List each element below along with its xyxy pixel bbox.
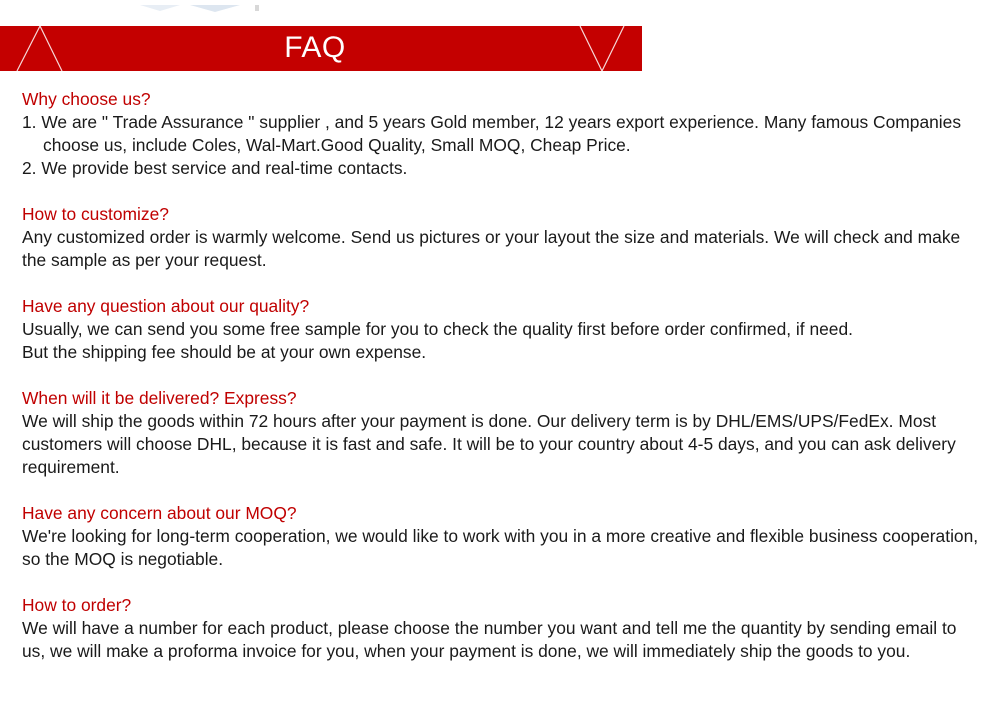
faq-content bbox=[22, 88, 982, 686]
banner-title bbox=[0, 30, 642, 66]
faq-question: How to customize? bbox=[22, 204, 169, 224]
faq-question: Why choose us? bbox=[22, 89, 151, 109]
faq-answer-line: 2. We provide best service and real-time contacts. bbox=[22, 158, 408, 178]
faq-section-customize bbox=[22, 203, 982, 272]
faq-section-quality bbox=[22, 295, 982, 364]
faq-answer-line: Usually, we can send you some free sample for you to check the quality first before order confirmed, if need. bbox=[22, 319, 853, 339]
faq-banner bbox=[0, 26, 642, 71]
faq-answer-line: We will have a number for each product, please choose the number you want and tell me the quantity by sending email to us, we will make a proforma invoice for you, when your payment is done, we will immediately ship the goods to you. bbox=[22, 618, 957, 661]
faq-answer-line: We're looking for long-term cooperation, we would like to work with you in a more creative and flexible business cooperation, so the MOQ is negotiable. bbox=[22, 526, 979, 569]
faq-answer-line: But the shipping fee should be at your own expense. bbox=[22, 342, 427, 362]
faq-question: Have any question about our quality? bbox=[22, 296, 310, 316]
faq-section-delivery bbox=[22, 387, 982, 479]
top-image-fragment bbox=[120, 0, 270, 8]
faq-question: How to order? bbox=[22, 595, 132, 615]
faq-section-why-choose-us bbox=[22, 88, 982, 180]
faq-answer-line: Any customized order is warmly welcome. Send us pictures or your layout the size and materials. We will check and make the sample as per your request. bbox=[22, 227, 961, 270]
banner-title-text: FAQ bbox=[284, 31, 346, 64]
faq-section-how-to-order bbox=[22, 594, 982, 663]
faq-question: When will it be delivered? Express? bbox=[22, 388, 297, 408]
faq-section-moq bbox=[22, 502, 982, 571]
faq-answer-line: 1. We are " Trade Assurance " supplier , and 5 years Gold member, 12 years export experience. Many famous Companies choose us, include Coles, Wal-Mart.Good Quality, Small MOQ, Cheap Price. bbox=[22, 112, 962, 155]
faq-question: Have any concern about our MOQ? bbox=[22, 503, 297, 523]
faq-answer-line: We will ship the goods within 72 hours after your payment is done. Our delivery term is by DHL/EMS/UPS/FedEx. Most customers will choose DHL, because it is fast and safe. It will be to your country about 4-5 days, and you can ask delivery requirement. bbox=[22, 411, 956, 477]
